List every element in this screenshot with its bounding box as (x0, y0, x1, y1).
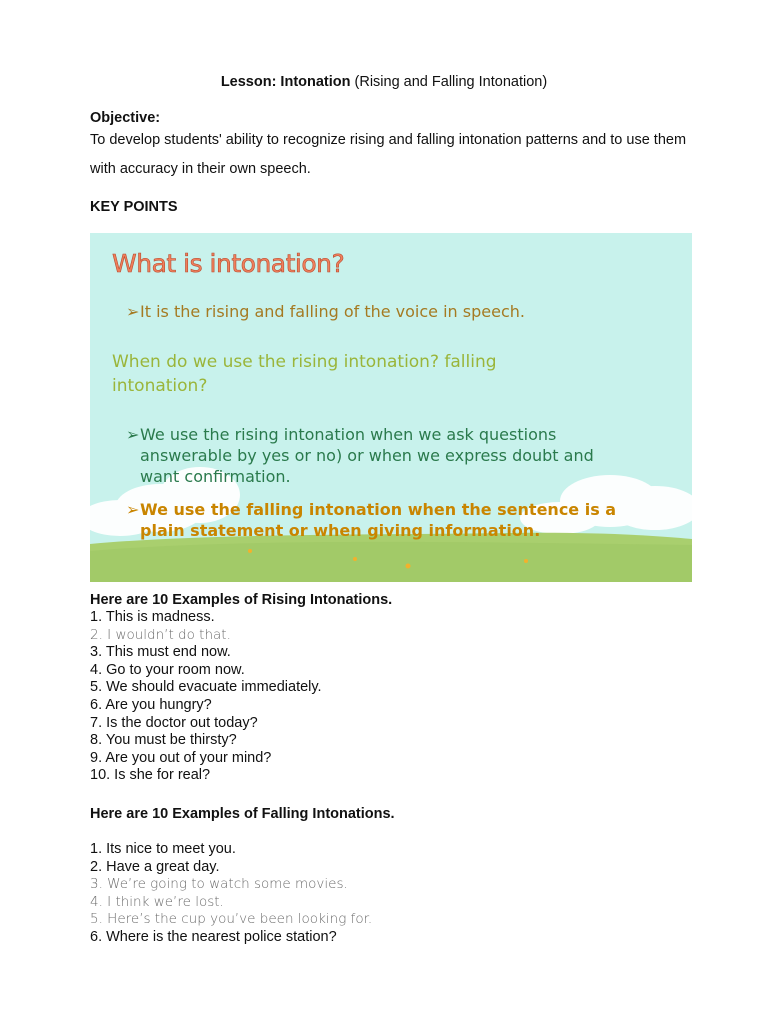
slide-point-rising: ➢We use the rising intonation when we ask questions answerable by yes or no) or when we express doubt and want confirmation. (126, 425, 594, 486)
falling-examples-heading: Here are 10 Examples of Falling Intonations. (90, 806, 395, 822)
list-item: 2. I wouldn’t do that. (90, 626, 231, 643)
list-item: 5. Here’s the cup you’ve been looking for. (90, 911, 373, 928)
slide-question: When do we use the rising intonation? falling intonation? (112, 352, 497, 396)
objective-text: To develop students' ability to recognize rising and falling intonation patterns and to use them with accuracy in their own speech. (90, 132, 687, 177)
rising-examples-heading: Here are 10 Examples of Rising Intonations. (90, 592, 393, 608)
slide-point-falling: ➢We use the falling intonation when the sentence is a plain statement or when giving information. (126, 500, 617, 540)
intonation-slide-image (90, 233, 692, 582)
slide-title: What is intonation? (112, 249, 345, 278)
list-item: 10. Is she for real? (90, 767, 211, 784)
list-item: 3. We’re going to watch some movies. (90, 876, 348, 893)
list-item: 6. Where is the nearest police station? (90, 928, 337, 945)
list-item: 6. Are you hungry? (90, 696, 212, 713)
list-item: 8. You must be thirsty? (90, 732, 237, 749)
rising-examples-list (90, 609, 322, 785)
list-item: 5. We should evacuate immediately. (90, 679, 322, 696)
arrow-bullet-icon: ➢ (126, 425, 140, 444)
list-item: 9. Are you out of your mind? (90, 749, 272, 766)
list-item: 4. I think we’re lost. (90, 893, 224, 910)
arrow-bullet-icon: ➢ (126, 302, 140, 321)
list-item: 7. Is the doctor out today? (90, 714, 258, 731)
list-item: 1. This is madness. (90, 609, 215, 625)
arrow-bullet-icon: ➢ (126, 500, 140, 519)
falling-examples-list (90, 841, 372, 947)
slide-point-definition: ➢It is the rising and falling of the voice in speech. (126, 302, 525, 321)
list-item: 2. Have a great day. (90, 858, 220, 875)
objective-heading: Objective: (90, 110, 161, 126)
list-item: 4. Go to your room now. (90, 661, 245, 678)
lesson-title: Lesson: Intonation (Rising and Falling Intonation) (220, 74, 548, 90)
list-item: 3. This must end now. (90, 644, 231, 661)
list-item: 1. Its nice to meet you. (90, 841, 236, 857)
key-points-heading: KEY POINTS (90, 199, 178, 215)
